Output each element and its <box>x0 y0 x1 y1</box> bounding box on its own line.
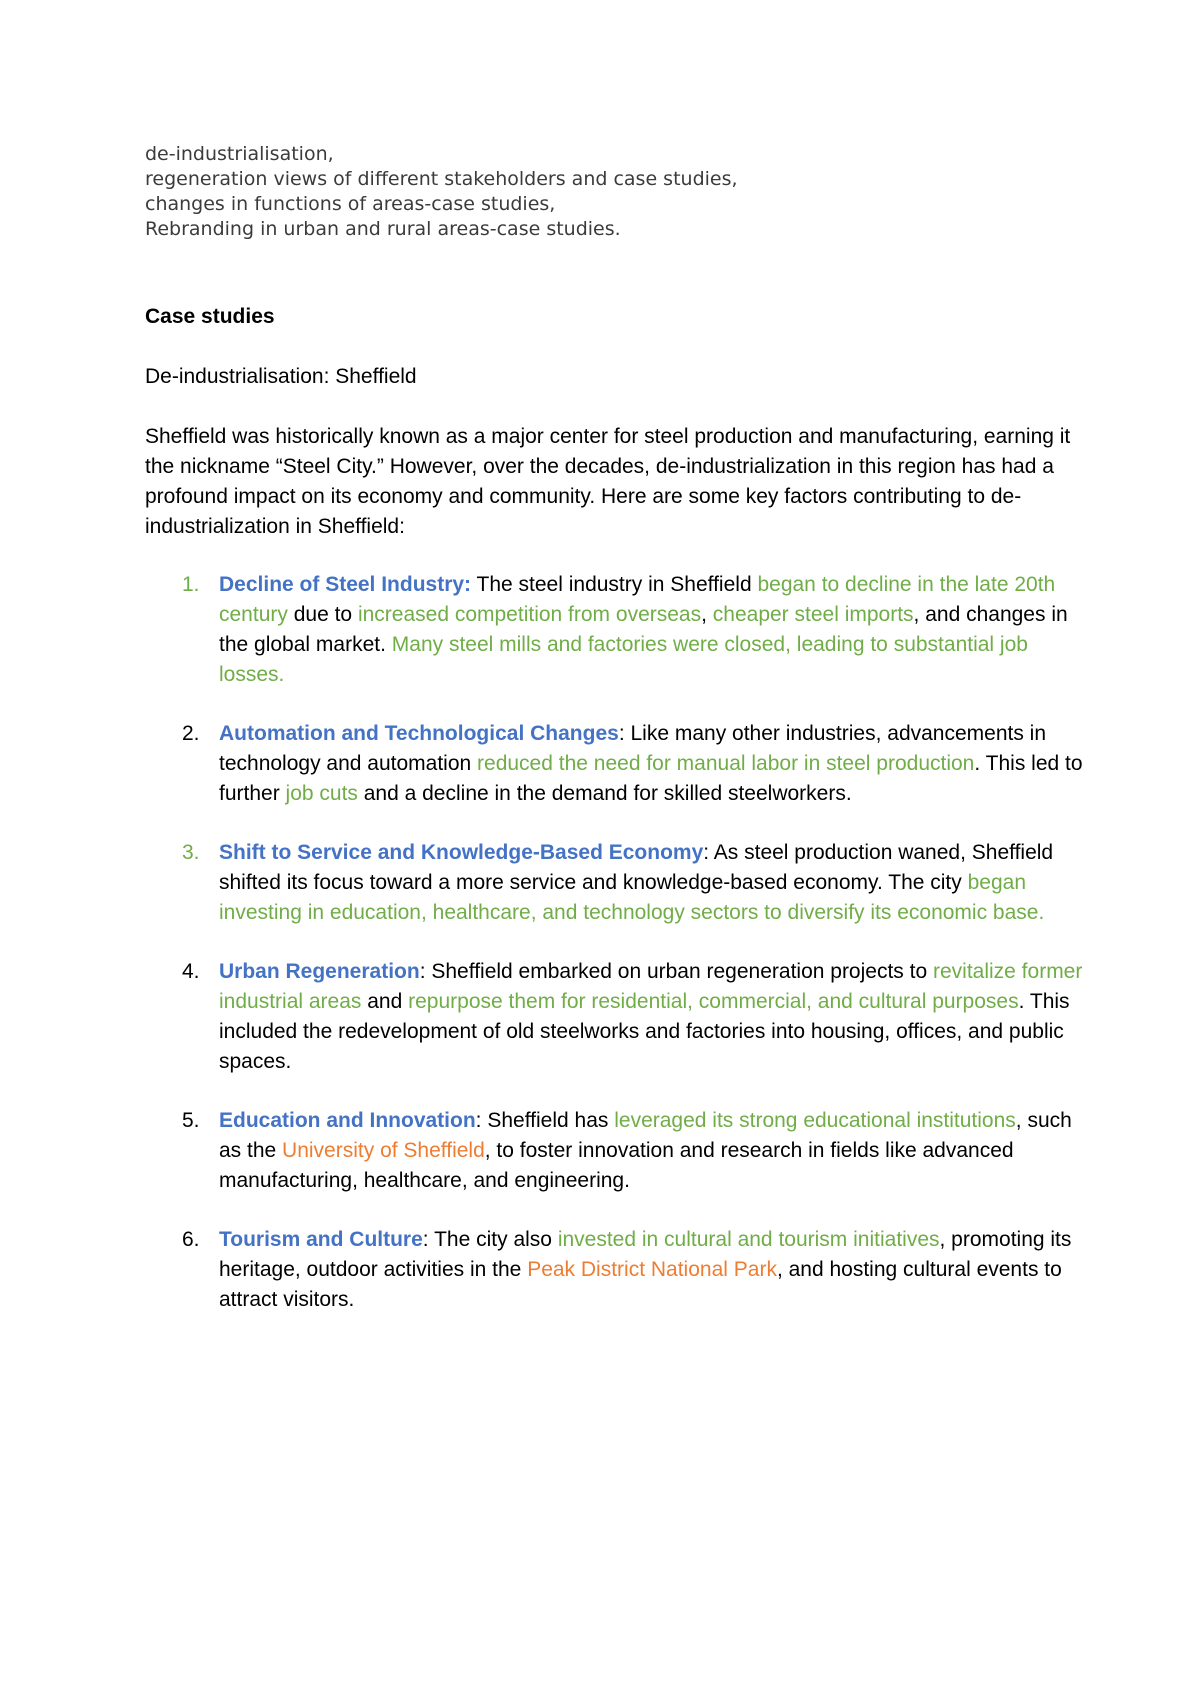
item-title: Decline of Steel Industry: <box>219 573 472 596</box>
list-item <box>145 719 1085 809</box>
item-number: 1. <box>182 573 200 596</box>
highlight-text: increased competition from overseas <box>357 603 702 626</box>
item-text: . This included the redevelopment of old steelworks and factories into housing, offices, and public spaces. <box>219 990 1070 1073</box>
item-text: , and changes in the global market. <box>219 603 1068 656</box>
item-text: and a decline in the demand for skilled steelworkers. <box>357 782 852 805</box>
item-text: : As steel production waned, Sheffield shifted its focus toward a more service and knowledge-based economy. The city <box>219 841 1054 894</box>
list-item <box>145 570 1085 690</box>
section-heading: Case studies <box>145 305 275 328</box>
item-number: 4. <box>182 960 200 983</box>
highlight-text: reduced the need for manual labor in steel production <box>477 752 975 775</box>
case-study-title: De-industrialisation: Sheffield <box>145 365 417 388</box>
highlight-text: cheaper steel imports <box>712 603 914 626</box>
item-text: , such as the <box>219 1109 1072 1162</box>
topic-list <box>145 142 1095 242</box>
item-text: and <box>361 990 409 1013</box>
item-text: The steel industry in Sheffield <box>471 573 758 596</box>
topic-line: Rebranding in urban and rural areas-case studies. <box>145 218 621 240</box>
list-item <box>145 838 1085 928</box>
highlight-text: leveraged its strong educational institutions <box>614 1109 1016 1132</box>
list-item <box>145 1225 1085 1315</box>
highlight-text: repurpose them for residential, commercial, and cultural purposes <box>408 990 1019 1013</box>
item-text: . This led to further <box>219 752 1083 805</box>
item-text: , and hosting cultural events to attract visitors. <box>219 1258 1062 1311</box>
topic-line: changes in functions of areas-case studies, <box>145 193 556 215</box>
list-item <box>145 957 1085 1077</box>
factor-list <box>145 570 1085 1344</box>
highlight-text: Many steel mills and factories were closed <box>391 633 786 656</box>
item-title: Shift to Service and Knowledge-Based Economy <box>219 841 704 864</box>
item-text: due to <box>287 603 358 626</box>
highlight-text: job cuts <box>285 782 358 805</box>
item-text: : Like many other industries, advancements in technology and automation <box>219 722 1047 775</box>
topic-line: regeneration views of different stakeholders and case studies, <box>145 168 738 190</box>
item-text: , <box>701 603 713 626</box>
highlight-text-orange: Peak District National Park <box>527 1258 777 1281</box>
item-number: 6. <box>182 1228 200 1251</box>
item-number: 3. <box>182 841 200 864</box>
intro-paragraph: Sheffield was historically known as a major center for steel production and manufacturing, earning it the nickname “Steel City.” However, over the decades, de-industrialization in this region has had a profound impact on its economy and community. Here are some key factors contributing to de-industrialization in Sheffield: <box>145 425 1071 538</box>
highlight-text: invested in cultural and tourism initiatives <box>557 1228 940 1251</box>
topic-line: de-industrialisation, <box>145 143 334 165</box>
item-number: 2. <box>182 722 200 745</box>
item-text: , promoting its heritage, outdoor activities in the <box>219 1228 1072 1281</box>
list-item <box>145 1106 1085 1196</box>
highlight-text: leading to substantial job losses. <box>219 633 1028 686</box>
item-text: : The city also <box>422 1228 558 1251</box>
item-text: : Sheffield has <box>475 1109 615 1132</box>
item-title: Education and Innovation <box>219 1109 476 1132</box>
highlight-text: began to decline in the late 20th century <box>219 573 1056 626</box>
item-title: Automation and Technological Changes <box>219 722 619 745</box>
highlight-text-orange: University of Sheffield <box>282 1139 485 1162</box>
item-text: , <box>785 633 797 656</box>
highlight-text: began investing in education, healthcare, and technology sectors to diversify its economic base. <box>219 871 1045 924</box>
item-text: , to foster innovation and research in fields like advanced manufacturing, healthcare, and engineering. <box>219 1139 1014 1192</box>
highlight-text: revitalize former industrial areas <box>219 960 1083 1013</box>
item-title: Tourism and Culture <box>219 1228 423 1251</box>
item-text: : Sheffield embarked on urban regeneration projects to <box>419 960 933 983</box>
item-number: 5. <box>182 1109 200 1132</box>
item-title: Urban Regeneration <box>219 960 420 983</box>
